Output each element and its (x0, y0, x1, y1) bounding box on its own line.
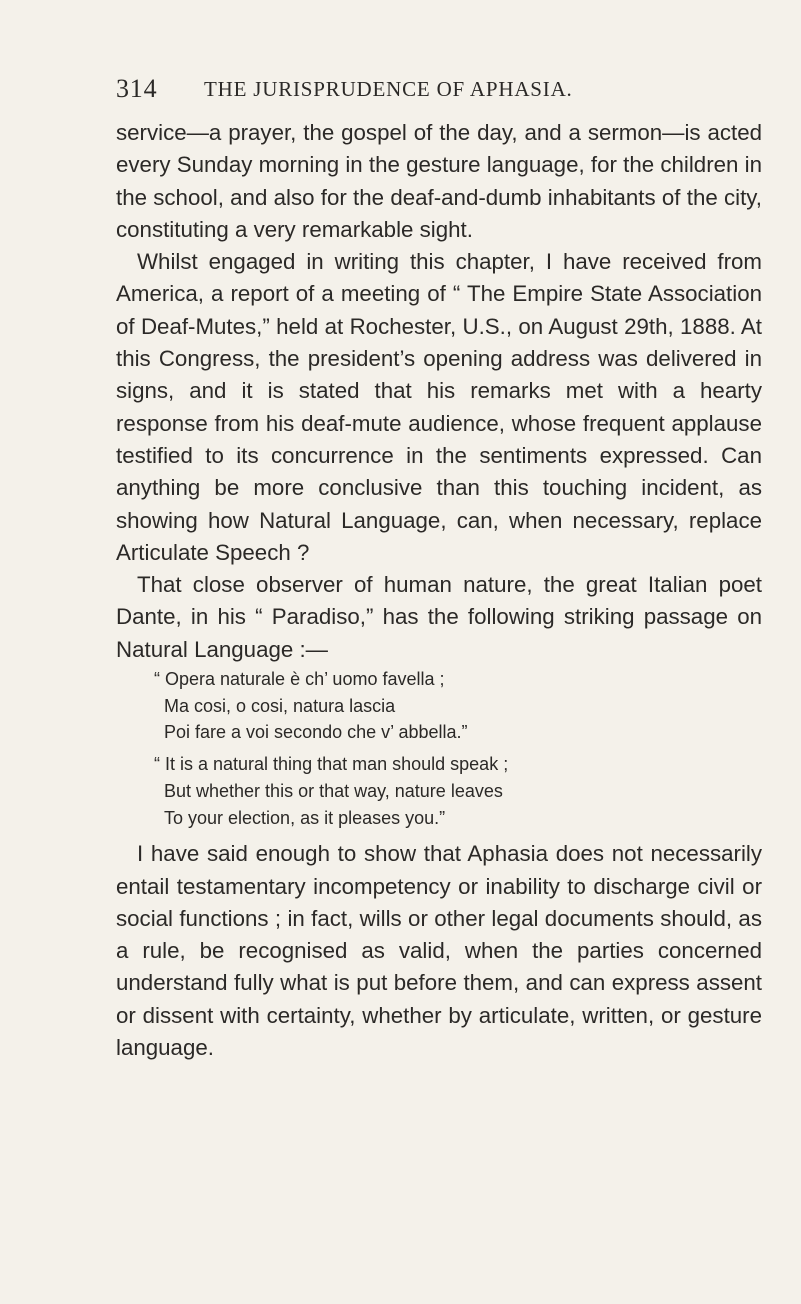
running-head (116, 76, 763, 104)
verse-line: “ Opera naturale è ch’ uomo favella ; (154, 669, 445, 690)
page-body (116, 117, 762, 1064)
verse-line: Ma cosi, o cosi, natura lascia (164, 695, 396, 716)
paragraph-empire-state-association: Whilst engaged in writing this chapter, I have received from America, a report of a meeting of “ The Empire State Association of Deaf-Mutes,” held at Rochester, U.S., on August 29th, 1888. At this Congress, the president’s opening address was delivered in signs, and it is stated that his remarks met with a hearty response from his deaf-mute audience, whose frequent applause testified to its concurrence in the sentiments expressed. Can anything be more conclusive than this touching incident, as showing how Natural Language, can, when necessary, replace Articulate Speech ? (116, 249, 762, 565)
paragraph-aphasia-conclusion: I have said enough to show that Aphasia does not necessarily entail testamentary incompetency or inability to discharge civil or social functions ; in fact, wills or other legal documents should, as a rule, be recognised as valid, when the parties concerned understand fully what is put before them, and can express assent or dissent with certainty, whether by articulate, written, or gesture language. (116, 841, 762, 1061)
page-number: 314 (116, 74, 158, 103)
verse-line: But whether this or that way, nature leaves (164, 780, 503, 801)
running-title: THE JURISPRUDENCE OF APHASIA. (204, 77, 573, 101)
paragraph-dante-paradiso: That close observer of human nature, the great Italian poet Dante, in his “ Paradiso,” has the following striking passage on Natural Language :— (116, 572, 762, 662)
english-verse (116, 751, 762, 831)
verse-line: “ It is a natural thing that man should speak ; (154, 754, 509, 775)
verse-line: Poi fare a voi secondo che v’ abbella.” (164, 722, 468, 743)
italian-verse (116, 666, 762, 746)
paragraph-continued: service—a prayer, the gospel of the day, and a sermon—is acted every Sunday morning in the gesture language, for the children in the school, and also for the deaf-and-dumb inhabitants of the city, constituting a very remarkable sight. (116, 120, 762, 242)
verse-line: To your election, as it pleases you.” (164, 807, 446, 828)
